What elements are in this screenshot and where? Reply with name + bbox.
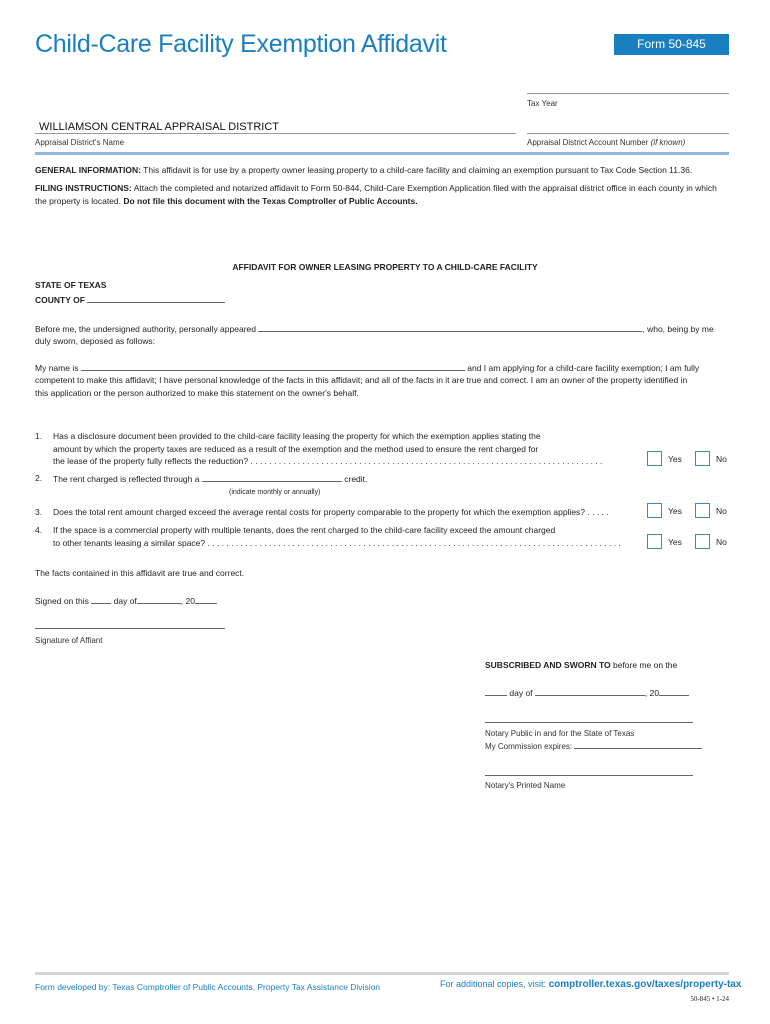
question-1-yes-checkbox[interactable]: [647, 451, 662, 466]
signed-year-field[interactable]: [195, 594, 217, 604]
tax-year-field[interactable]: [527, 83, 729, 94]
signed-on-line: [35, 594, 217, 608]
before-me-text: Before me, the undersigned authority, personally appeared: [35, 324, 256, 334]
county-label: COUNTY OF: [35, 295, 85, 305]
my-name-label: My name is: [35, 363, 79, 373]
question-4-yes-checkbox[interactable]: [647, 534, 662, 549]
my-name-line: [35, 361, 699, 375]
question-4-no-checkbox[interactable]: [695, 534, 710, 549]
footer-copies-text: For additional copies, visit:: [440, 979, 549, 989]
filing-instructions-warning: Do not file this document with the Texas Comptroller of Public Accounts.: [123, 195, 418, 206]
question-2-suffix: credit.: [344, 474, 368, 484]
competency-text: competent to make this affidavit; I have personal knowledge of the facts in this affidavit; and all of the facts in it are true and correct. I am an owner of the property identified in: [35, 375, 688, 385]
appeared-name-field[interactable]: [258, 322, 642, 332]
commission-expires-field[interactable]: [574, 741, 702, 749]
notary-public-label: Notary Public in and for the State of Texas: [485, 729, 635, 738]
question-1-text: [53, 430, 633, 468]
question-1-no-checkbox[interactable]: [695, 451, 710, 466]
general-information-text: This affidavit is for use by a property owner leasing property to a child-care facility and claiming an exemption pursuant to Tax Code Section 11.36.: [140, 165, 693, 175]
rent-credit-field[interactable]: [202, 472, 342, 482]
district-name-value: WILLIAMSON CENTRAL APPRAISAL DISTRICT: [39, 121, 280, 133]
notary-signature-field[interactable]: [485, 714, 693, 723]
general-information-label: GENERAL INFORMATION:: [35, 165, 141, 175]
notary-year-prefix: , 20: [644, 688, 660, 698]
district-name-label: Appraisal District's Name: [35, 138, 125, 147]
question-1-line-1: Has a disclosure document been provided to the child-care facility leasing the property for which the exemption applies stating the: [53, 431, 541, 441]
footer-divider: [35, 972, 729, 975]
filing-instructions: [35, 182, 725, 207]
notary-day-field[interactable]: [485, 686, 507, 696]
question-1-line-3: the lease of the property fully reflects the reduction? . . . . . . . . . . . . . . . . . . . . . . . . . . . . . . . . . . . . . . . . . . . . . . . . . . . . . . . . . . . . . . . . . . . . . . . . . . .: [53, 456, 603, 466]
county-line: [35, 293, 225, 305]
owner-statement-text: this application or the person authorized to make this statement on the owner's behalf.: [35, 388, 359, 398]
affiant-signature-field[interactable]: [35, 620, 225, 629]
question-2-text: [53, 472, 367, 486]
notary-date-line: [485, 686, 689, 700]
account-number-hint: (if known): [650, 138, 686, 147]
my-name-text: and I am applying for a child-care facility exemption; I am fully: [467, 363, 700, 373]
question-4-no-label: No: [716, 537, 727, 547]
facts-statement: The facts contained in this affidavit are true and correct.: [35, 568, 245, 578]
duly-sworn-text: duly sworn, deposed as follows:: [35, 336, 156, 346]
commission-line: [485, 741, 702, 751]
filing-instructions-label: FILING INSTRUCTIONS:: [35, 183, 132, 193]
notary-day-of-label: day of: [509, 688, 533, 698]
account-number-field[interactable]: [527, 121, 729, 134]
footer-copies: [440, 979, 741, 990]
question-4-yes-label: Yes: [668, 537, 682, 547]
account-number-label-text: Appraisal District Account Number: [527, 138, 649, 147]
question-3-no-label: No: [716, 506, 727, 516]
question-3-no-checkbox[interactable]: [695, 503, 710, 518]
subscribed-sworn-text: before me on the: [610, 660, 678, 670]
signed-day-of-label: day of: [113, 596, 137, 606]
notary-month-field[interactable]: [535, 686, 645, 696]
signature-label: Signature of Affiant: [35, 636, 103, 645]
signed-year-prefix: , 20: [180, 596, 195, 606]
affiant-name-field[interactable]: [81, 361, 465, 371]
question-4-line-2: to other tenants leasing a similar space? . . . . . . . . . . . . . . . . . . . . . . . . . . . . . . . . . . . . . . . . . . . . . . . . . . . . . . . . . . . . . . . . . . . . . . . . . . . . . . . . . . . . . . . .: [53, 537, 621, 548]
filing-instructions-text: Attach the completed and notarized affidavit to Form 50-844, Child-Care Exemption Application filed with the appraisal district office in each county in which the property is located.: [35, 183, 717, 206]
notary-printed-name-label: Notary's Printed Name: [485, 781, 566, 790]
affidavit-heading: AFFIDAVIT FOR OWNER LEASING PROPERTY TO A CHILD-CARE FACILITY: [232, 262, 538, 272]
state-label: STATE OF TEXAS: [35, 280, 107, 290]
district-name-field[interactable]: [35, 121, 516, 134]
question-3-yes-checkbox[interactable]: [647, 503, 662, 518]
question-4-number: 4.: [35, 525, 43, 535]
general-information: [35, 164, 729, 177]
commission-label: My Commission expires:: [485, 742, 573, 751]
subscribed-sworn-label: SUBSCRIBED AND SWORN TO: [485, 660, 611, 670]
question-4-line-1: If the space is a commercial property with multiple tenants, does the rent charged to the child-care facility exceed the amount charged: [53, 525, 556, 535]
question-4-text: [53, 524, 633, 549]
footer-developed-by: Form developed by: Texas Comptroller of Public Accounts, Property Tax Assistance Division: [35, 982, 381, 992]
question-1-yes-label: Yes: [668, 454, 682, 464]
page-title: Child-Care Facility Exemption Affidavit: [35, 30, 447, 58]
notary-printed-name-field[interactable]: [485, 767, 693, 776]
form-number-badge: Form 50-845: [614, 34, 729, 55]
tax-year-label: Tax Year: [527, 99, 558, 108]
form-version: 50-845 • 1-24: [690, 995, 729, 1003]
question-1-number: 1.: [35, 431, 43, 441]
question-2-hint: (indicate monthly or annually): [229, 489, 321, 496]
before-me-line: [35, 322, 714, 336]
question-1-line-2: amount by which the property taxes are reduced as a result of the exemption and the method used to ensure the rent charged for: [53, 443, 539, 454]
question-3-yes-label: Yes: [668, 506, 682, 516]
question-1-no-label: No: [716, 454, 727, 464]
footer-copies-link[interactable]: comptroller.texas.gov/taxes/property-tax: [548, 979, 742, 990]
question-2-number: 2.: [35, 473, 43, 483]
signed-on-label: Signed on this: [35, 596, 89, 606]
signed-day-field[interactable]: [91, 594, 111, 604]
section-divider: [35, 152, 729, 155]
county-field[interactable]: [87, 293, 225, 303]
subscribed-sworn-line: [485, 659, 677, 672]
question-3-number: 3.: [35, 507, 43, 517]
signed-month-field[interactable]: [137, 594, 181, 604]
question-2-prefix: The rent charged is reflected through a: [53, 474, 200, 484]
account-number-label: [527, 138, 685, 147]
being-by-me-text: , who, being by me: [642, 324, 714, 334]
question-3-text: Does the total rent amount charged exceed the average rental costs for property comparable to the property for which the exemption applies? . . . . .: [53, 507, 609, 517]
notary-year-field[interactable]: [659, 686, 689, 696]
